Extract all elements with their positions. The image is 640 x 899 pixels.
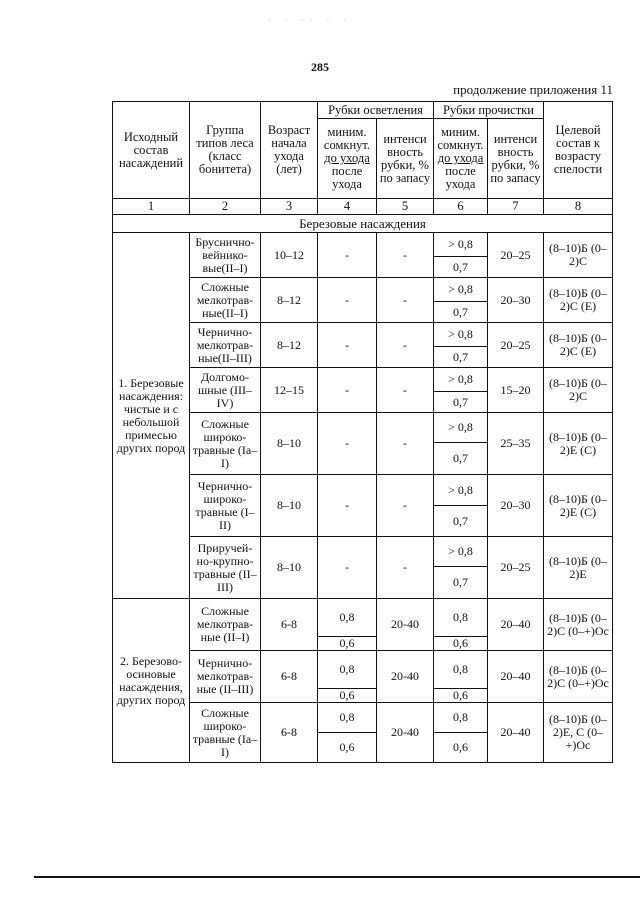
header-target-composition: Целевой состав к возрасту спелости — [544, 102, 613, 199]
header-group-osvetlenie: Рубки осветления — [318, 102, 434, 119]
proch-min-before-cell: > 0,8 — [434, 278, 488, 302]
target-composition-cell: (8–10)Б (0–2)С (0–+)Ос — [544, 651, 613, 703]
min-density-label: миним. сомкнут. — [437, 125, 484, 152]
column-number: 5 — [377, 199, 434, 215]
forest-type-cell: Сложные мелкотрав-ные (II–I) — [190, 599, 261, 651]
age-cell: 6-8 — [261, 651, 318, 703]
target-composition-cell: (8–10)Б (0–2)С (Е) — [544, 278, 613, 323]
proch-min-before-cell: > 0,8 — [434, 413, 488, 443]
table-row — [113, 599, 613, 637]
target-composition-cell: (8–10)Б (0–2)Е — [544, 537, 613, 599]
proch-min-before-cell: > 0,8 — [434, 475, 488, 506]
target-composition-cell: (8–10)Б (0–2)Е, С (0–+)Ос — [544, 703, 613, 763]
forest-type-cell: Сложные широко-травные (Ia–I) — [190, 413, 261, 475]
proch-min-after-cell: 0,6 — [434, 637, 488, 651]
forest-type-cell: Долгомо-шные (III–IV) — [190, 368, 261, 413]
header-proch-min-density — [434, 119, 488, 199]
header-osv-min-density — [318, 119, 377, 199]
target-composition-cell: (8–10)Б (0–2)Е (С) — [544, 475, 613, 537]
osv-min-before-cell: 0,8 — [318, 599, 377, 637]
group-label: 1. Березовые насаждения: чистые и с небольшой примесью других пород — [113, 233, 190, 599]
forest-type-cell: Чернично-мелкотрав-ные(II–III) — [190, 323, 261, 368]
header-proch-intensity: интенси вность рубки, % по запасу — [488, 119, 544, 199]
osv-intensity-cell: - — [377, 323, 434, 368]
proch-min-before-cell: > 0,8 — [434, 537, 488, 567]
forest-type-cell: Приручей-но-крупно-травные (II–III) — [190, 537, 261, 599]
proch-intensity-cell: 20–40 — [488, 651, 544, 703]
target-composition-cell: (8–10)Б (0–2)С — [544, 233, 613, 278]
min-density-before: до ухода — [324, 151, 370, 165]
proch-intensity-cell: 20–25 — [488, 537, 544, 599]
proch-min-after-cell: 0,7 — [434, 506, 488, 537]
header-start-age: Возраст начала ухода (лет) — [261, 102, 318, 199]
page-number: 285 — [311, 60, 329, 74]
header-osv-intensity: интенси вность рубки, % по запасу — [377, 119, 434, 199]
footer-rule — [34, 876, 640, 878]
age-cell: 6-8 — [261, 599, 318, 651]
proch-min-before-cell: 0,8 — [434, 651, 488, 689]
proch-intensity-cell: 20–40 — [488, 703, 544, 763]
age-cell: 8–10 — [261, 413, 318, 475]
proch-intensity-cell: 20–25 — [488, 233, 544, 278]
osv-min-cell: - — [318, 233, 377, 278]
osv-intensity-cell: 20-40 — [377, 651, 434, 703]
proch-min-after-cell: 0,7 — [434, 392, 488, 413]
osv-min-after-cell: 0,6 — [318, 637, 377, 651]
target-composition-cell: (8–10)Б (0–2)Е (С) — [544, 413, 613, 475]
proch-intensity-cell: 25–35 — [488, 413, 544, 475]
header-forest-type-group: Группа типов леса (класс бонитета) — [190, 102, 261, 199]
age-cell: 8–10 — [261, 537, 318, 599]
age-cell: 8–10 — [261, 475, 318, 537]
proch-min-after-cell: 0,7 — [434, 443, 488, 475]
osv-min-after-cell: 0,6 — [318, 733, 377, 763]
min-density-after: после ухода — [331, 164, 363, 191]
proch-min-after-cell: 0,6 — [434, 689, 488, 703]
column-number-row — [113, 199, 613, 215]
scan-artifact: · · ·· · · — [268, 16, 352, 25]
column-number: 1 — [113, 199, 190, 215]
proch-intensity-cell: 20–30 — [488, 475, 544, 537]
osv-intensity-cell: 20-40 — [377, 703, 434, 763]
table-row — [113, 233, 613, 257]
forest-type-cell: Чернично-широко-травные (I–II) — [190, 475, 261, 537]
osv-intensity-cell: - — [377, 368, 434, 413]
target-composition-cell: (8–10)Б (0–2)С (Е) — [544, 323, 613, 368]
proch-min-after-cell: 0,6 — [434, 733, 488, 763]
target-composition-cell: (8–10)Б (0–2)С (0–+)Ос — [544, 599, 613, 651]
forest-type-cell: Бруснично-вейнико-вые(II–I) — [190, 233, 261, 278]
proch-min-before-cell: > 0,8 — [434, 323, 488, 347]
proch-min-before-cell: 0,8 — [434, 703, 488, 733]
column-number: 7 — [488, 199, 544, 215]
osv-intensity-cell: 20-40 — [377, 599, 434, 651]
target-composition-cell: (8–10)Б (0–2)С — [544, 368, 613, 413]
group-label: 2. Березово-осиновые насаждения, других пород — [113, 599, 190, 763]
proch-intensity-cell: 15–20 — [488, 368, 544, 413]
proch-min-before-cell: > 0,8 — [434, 368, 488, 392]
proch-min-after-cell: 0,7 — [434, 302, 488, 323]
osv-intensity-cell: - — [377, 278, 434, 323]
osv-intensity-cell: - — [377, 233, 434, 278]
section-row — [113, 215, 613, 233]
min-density-after: после ухода — [445, 164, 476, 191]
min-density-label: миним. сомкнут. — [323, 125, 371, 152]
osv-min-after-cell: 0,6 — [318, 689, 377, 703]
osv-min-cell: - — [318, 368, 377, 413]
column-number: 8 — [544, 199, 613, 215]
age-cell: 8–12 — [261, 323, 318, 368]
osv-min-before-cell: 0,8 — [318, 651, 377, 689]
forest-type-cell: Сложные широко-травные (Ia–I) — [190, 703, 261, 763]
silviculture-table — [112, 101, 613, 763]
header-group-prochistka: Рубки прочистки — [434, 102, 544, 119]
proch-min-after-cell: 0,7 — [434, 347, 488, 368]
column-number: 6 — [434, 199, 488, 215]
column-number: 3 — [261, 199, 318, 215]
osv-min-cell: - — [318, 323, 377, 368]
proch-min-before-cell: > 0,8 — [434, 233, 488, 257]
proch-intensity-cell: 20–25 — [488, 323, 544, 368]
column-number: 2 — [190, 199, 261, 215]
section-title: Березовые насаждения — [113, 215, 613, 233]
osv-min-cell: - — [318, 278, 377, 323]
forest-type-cell: Чернично-мелкотрав-ные (II–III) — [190, 651, 261, 703]
osv-intensity-cell: - — [377, 537, 434, 599]
min-density-before: до ухода — [437, 151, 484, 165]
column-number: 4 — [318, 199, 377, 215]
osv-min-cell: - — [318, 413, 377, 475]
continuation-label: продолжение приложения 11 — [453, 82, 613, 97]
proch-min-after-cell: 0,7 — [434, 257, 488, 278]
forest-type-cell: Сложные мелкотрав-ные(II–I) — [190, 278, 261, 323]
proch-min-after-cell: 0,7 — [434, 567, 488, 599]
age-cell: 12–15 — [261, 368, 318, 413]
proch-intensity-cell: 20–40 — [488, 599, 544, 651]
osv-min-before-cell: 0,8 — [318, 703, 377, 733]
osv-min-cell: - — [318, 537, 377, 599]
age-cell: 10–12 — [261, 233, 318, 278]
age-cell: 8–12 — [261, 278, 318, 323]
osv-intensity-cell: - — [377, 475, 434, 537]
proch-intensity-cell: 20–30 — [488, 278, 544, 323]
age-cell: 6-8 — [261, 703, 318, 763]
osv-min-cell: - — [318, 475, 377, 537]
header-initial-composition: Исходный состав насаждений — [113, 102, 190, 199]
proch-min-before-cell: 0,8 — [434, 599, 488, 637]
osv-intensity-cell: - — [377, 413, 434, 475]
